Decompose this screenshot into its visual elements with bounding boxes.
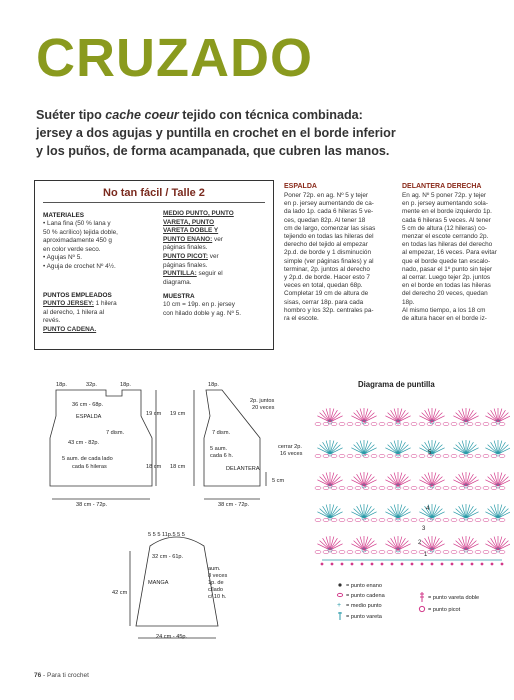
pattern-stitch [451, 563, 454, 566]
delantera-line: Al mismo tiempo, a los 18 cm [402, 306, 486, 314]
pattern-stitch [315, 422, 321, 425]
del-juntos2: 20 veces [252, 405, 275, 411]
pattern-stitch [387, 518, 393, 521]
legend-picot: = punto picot [428, 607, 461, 613]
pattern-stitch [499, 454, 505, 457]
picot-label: PUNTO PICOT: [163, 252, 208, 260]
pattern-stitch [355, 486, 361, 489]
delantera-line: En ag. Nº 5 poner 72p. y tejer [402, 192, 487, 199]
pattern-stitch [339, 486, 345, 489]
pattern-stitch [371, 518, 377, 521]
pattern-stitch [379, 454, 385, 457]
pattern-stitch [371, 486, 377, 489]
intro-italic: cache coeur [105, 108, 179, 122]
pattern-stitch [475, 550, 481, 553]
pattern-stitch [411, 486, 417, 489]
pattern-stitch [459, 422, 465, 425]
pattern-stitch [387, 550, 393, 553]
del-top: 18p. [208, 382, 219, 388]
del-label: DELANTERA [226, 466, 260, 472]
pattern-stitch [403, 486, 409, 489]
page-number: 76 [34, 672, 42, 679]
pattern-stitch [371, 550, 377, 553]
materials-heading: MATERIALES [43, 212, 85, 219]
espalda-line: hombro y los 32p. centrales pa- [284, 306, 374, 314]
pattern-stitch [491, 550, 497, 553]
del-bottom: 38 cm - 72p. [218, 502, 250, 508]
manga-top: 32 cm - 61p. [152, 554, 184, 560]
del-dism: 7 dism. [212, 430, 231, 436]
pattern-stitch [355, 422, 361, 425]
pattern-stitch [419, 518, 425, 521]
pattern-stitch [483, 518, 489, 521]
pattern-stitch [391, 563, 394, 566]
esp-h18-left: 18 cm [146, 464, 162, 470]
manga-aum1: aum. [208, 566, 221, 572]
puntilla-text2: diagrama. [163, 278, 192, 286]
pattern-stitch [421, 563, 424, 566]
delantera-column [402, 182, 510, 323]
picot-text: ver [207, 252, 219, 260]
esp-h19-left: 19 cm [146, 411, 162, 417]
pattern-stitch [419, 486, 425, 489]
pattern-stitch [351, 563, 354, 566]
espalda-line: 2p.d. de borde y 1 disminución [284, 249, 372, 257]
pattern-stitch [323, 550, 329, 553]
pattern-stitch [459, 454, 465, 457]
materials-section [43, 211, 151, 272]
manga-aum2: 8 veces [208, 573, 228, 579]
legend-cadena: = punto cadena [346, 593, 385, 599]
medio-label: MEDIO PUNTO, PUNTO [163, 210, 234, 217]
pattern-stitch [361, 563, 364, 566]
pattern-stitch [387, 486, 393, 489]
espalda-line: veces en total, quedan 68p. [284, 282, 363, 290]
delantera-line: del derecho 20 veces, quedan [402, 290, 488, 298]
pattern-stitch [411, 563, 414, 566]
pattern-stitch [491, 518, 497, 521]
espalda-line: ra el escote. [284, 315, 319, 323]
footer-text: - Para ti crochet [41, 672, 89, 679]
espalda-line: Poner 72p. en ag. Nº 5 y tejer [284, 192, 369, 199]
intro-line2: jersey a dos agujas y puntilla en crochet en el borde inferior [36, 126, 396, 140]
manga-top-counts: 5 5 5 11p.5 5 5 [148, 532, 185, 538]
points-right-section [163, 210, 271, 319]
pattern-stitch [491, 422, 497, 425]
del-cerrar1: cerrar 2p. [278, 444, 302, 450]
pattern-stitch [451, 518, 457, 521]
pattern-stitch [459, 518, 465, 521]
pattern-stitch [451, 422, 457, 425]
pattern-stitch [355, 454, 361, 457]
pattern-stitch [331, 486, 337, 489]
vareta-label: VARETA, PUNTO [163, 218, 215, 226]
materials-item: • Lana fina (50 % lana y [43, 220, 111, 227]
espalda-line: sisas, cerrar 18p. para cada [284, 298, 364, 306]
manga-bottom: 24 cm - 45p. [156, 634, 188, 640]
delantera-line: en todas las hileras del derecho [402, 241, 493, 249]
pattern-stitch [491, 563, 494, 566]
espalda-line: en p. jersey aumentando de ca- [284, 200, 374, 208]
pattern-stitch [331, 518, 337, 521]
espalda-line: cm de largo, comenzar las sisas [284, 224, 376, 232]
intro-part2: tejido con técnica combinada: [178, 108, 363, 122]
del-juntos1: 2p. juntos [250, 398, 275, 404]
puntilla-pattern [315, 408, 510, 565]
pattern-stitch [315, 518, 321, 521]
espalda-text [284, 192, 394, 323]
delantera-line: nado, pasar el 1º punto sin tejer [402, 265, 493, 273]
picot-icon [419, 606, 424, 611]
legend [334, 580, 510, 636]
muestra-heading: MUESTRA [163, 293, 195, 301]
enano-icon [338, 583, 341, 586]
pattern-stitch [387, 454, 393, 457]
delantera-line: que el borde quede tan escalo- [402, 257, 491, 265]
puntilla-num2: 2 [418, 540, 422, 546]
pattern-stitch [481, 563, 484, 566]
pattern-stitch [403, 422, 409, 425]
pattern-stitch [381, 563, 384, 566]
pattern-stitch [411, 454, 417, 457]
pattern-stitch [467, 422, 473, 425]
pattern-stitch [379, 422, 385, 425]
pattern-stitch [355, 518, 361, 521]
esp-h19-right: 19 cm [170, 411, 186, 417]
pattern-stitch [443, 422, 449, 425]
esp-aum1: 5 aum. de cada lado [62, 456, 113, 462]
materials-item: aproximadamente 450 g [43, 237, 112, 245]
pattern-stitch [341, 563, 344, 566]
points-heading: PUNTOS EMPLEADOS [43, 292, 112, 299]
puntilla-label: PUNTILLA: [163, 270, 197, 278]
pattern-stitch [371, 422, 377, 425]
espalda-line: da lado 1p. cada 6 hileras 5 ve- [284, 208, 374, 216]
delantera-heading: DELANTERA DERECHA [402, 183, 482, 190]
espalda-line: tejiendo en todas las hileras del [284, 233, 374, 241]
pattern-stitch [339, 550, 345, 553]
legend-enano: = punto enano [346, 583, 382, 589]
pattern-stitch [419, 422, 425, 425]
pattern-stitch [331, 454, 337, 457]
intro-part1: Suéter tipo [36, 108, 106, 122]
manga-aum4: c/lado [208, 587, 223, 593]
espalda-line: simple (ver páginas finales) y al [284, 257, 374, 265]
pattern-stitch [475, 486, 481, 489]
pattern-stitch [475, 518, 481, 521]
esp-top-left: 18p. [56, 382, 67, 388]
pattern-stitch [431, 563, 434, 566]
pattern-stitch [321, 563, 324, 566]
delantera-line: 5 cm de altura (12 hileras) co- [402, 224, 487, 232]
pattern-stitch [331, 422, 337, 425]
espalda-line: Completar 19 cm de altura de [284, 290, 369, 298]
manga-label: MANGA [148, 580, 169, 586]
page-title: CRUZADO [36, 28, 313, 88]
delantera-text [402, 192, 510, 323]
materials-list [43, 220, 151, 272]
schematics-diagram [28, 376, 310, 651]
pattern-stitch [461, 563, 464, 566]
pattern-stitch [435, 486, 441, 489]
pattern-stitch [467, 550, 473, 553]
pattern-stitch [339, 454, 345, 457]
puntilla-title: Diagrama de puntilla [358, 380, 435, 389]
del-cerrar2: 16 veces [280, 451, 303, 457]
materials-item: • Aguja de crochet Nº 4½. [43, 262, 116, 270]
pattern-stitch [501, 563, 504, 566]
pattern-stitch [451, 550, 457, 553]
header-divider [43, 202, 265, 203]
espalda-line: y 2p.d. de borde. Hacer esto 7 [284, 274, 370, 282]
del-aum2: cada 6 h. [210, 453, 234, 459]
pattern-stitch [499, 550, 505, 553]
delantera-line: cada 6 hileras 5 veces. Al tener [402, 216, 491, 224]
pattern-stitch [419, 454, 425, 457]
difficulty-header: No tan fácil / Talle 2 [103, 187, 205, 199]
espalda-column [284, 182, 394, 323]
pattern-stitch [441, 563, 444, 566]
muestra-text2: con hilado doble y ag. Nº 5. [163, 309, 242, 317]
esp-aum2: cada 6 hileras [72, 464, 107, 470]
espalda-line: derecho del tejido al empezar [284, 241, 368, 249]
del-aum1: 5 aum. [210, 446, 228, 452]
pattern-stitch [499, 518, 505, 521]
pattern-stitch [347, 518, 353, 521]
pattern-stitch [379, 518, 385, 521]
pattern-stitch [347, 486, 353, 489]
pattern-stitch [339, 422, 345, 425]
pattern-stitch [323, 518, 329, 521]
info-box [34, 180, 274, 350]
pattern-stitch [403, 550, 409, 553]
pattern-stitch [475, 422, 481, 425]
page-footer [34, 672, 89, 679]
picot-text2: páginas finales. [163, 261, 208, 269]
delantera-line: al cerrar. Luego tejer 2p. juntos [402, 274, 491, 282]
pattern-stitch [371, 454, 377, 457]
pattern-stitch [475, 454, 481, 457]
delantera-line: menzar el escote cerrando 2p. [402, 233, 489, 241]
esp-width-43: 43 cm - 82p. [68, 440, 100, 446]
intro-paragraph [36, 106, 496, 160]
vareta-doble-label: VARETA DOBLE Y [163, 227, 219, 235]
pattern-stitch [483, 422, 489, 425]
delantera-line: al empezar, 16 veces. Para evitar [402, 249, 497, 257]
pattern-stitch [379, 550, 385, 553]
legend-medio: = medio punto [346, 603, 382, 609]
cadena-icon [337, 593, 342, 596]
manga-h42: 42 cm [112, 590, 128, 596]
pattern-stitch [401, 563, 404, 566]
manga-aum5: c/ 10 h. [208, 594, 227, 600]
pattern-stitch [499, 422, 505, 425]
delantera-line: mente en el borde izquierdo 1p. [402, 208, 492, 216]
legend-vareta: = punto vareta [346, 614, 382, 620]
delantera-line: en p. jersey aumentando sola- [402, 200, 488, 208]
delantera-line: en el borde en todas las hileras [402, 282, 491, 290]
pattern-stitch [371, 563, 374, 566]
pattern-stitch [467, 486, 473, 489]
delantera-line: 18p. [402, 298, 415, 306]
esp-width-36: 36 cm - 68p. [72, 402, 104, 408]
pattern-stitch [411, 518, 417, 521]
espalda-line: terminar, 2p. juntos al derecho [284, 265, 370, 273]
puntilla-num5: 5 [428, 450, 432, 456]
pattern-stitch [323, 454, 329, 457]
pattern-stitch [403, 454, 409, 457]
pattern-stitch [347, 422, 353, 425]
pattern-stitch [451, 454, 457, 457]
pattern-stitch [483, 454, 489, 457]
pattern-stitch [411, 550, 417, 553]
pattern-stitch [331, 550, 337, 553]
jersey-label: PUNTO JERSEY: [43, 300, 94, 307]
pattern-stitch [347, 454, 353, 457]
jersey-text3: revés. [43, 317, 61, 325]
puntilla-num4: 4 [426, 506, 430, 512]
puntilla-chart [314, 394, 510, 570]
pattern-stitch [483, 486, 489, 489]
pattern-stitch [411, 422, 417, 425]
manga-aum3: 1p. de [208, 580, 224, 586]
puntilla-num1: 1 [424, 552, 428, 558]
jersey-text2: al derecho, 1 hilera al [43, 308, 105, 316]
esp-dism: 7 dism. [106, 430, 125, 436]
pattern-stitch [467, 454, 473, 457]
enano-label: PUNTO ENANO: [163, 235, 213, 243]
materials-item: 50 % acrílico) tejida doble, [43, 228, 118, 236]
intro-line3: y los puños, de forma acampanada, que cubren las manos. [36, 144, 390, 158]
esp-bottom: 38 cm - 72p. [76, 502, 108, 508]
medio-icon: + [337, 602, 342, 609]
del-h5: 5 cm [272, 478, 285, 484]
points-section [43, 291, 155, 334]
enano-text2: páginas finales. [163, 244, 208, 252]
pattern-stitch [459, 550, 465, 553]
pattern-stitch [379, 486, 385, 489]
pattern-stitch [483, 550, 489, 553]
pattern-stitch [491, 486, 497, 489]
espalda-line: ces, quedan 82p. Al tener 18 [284, 216, 366, 224]
esp-h18-right: 18 cm [170, 464, 186, 470]
pattern-stitch [323, 486, 329, 489]
pattern-stitch [443, 454, 449, 457]
esp-top-right: 18p. [120, 382, 131, 388]
delantera-line: de altura hacer en el borde iz- [402, 315, 487, 323]
materials-item: en color verde seco. [43, 245, 101, 253]
esp-label: ESPALDA [76, 414, 102, 420]
pattern-stitch [323, 422, 329, 425]
legend-vareta-doble: = punto vareta doble [428, 595, 480, 601]
pattern-stitch [471, 563, 474, 566]
pattern-stitch [339, 518, 345, 521]
pattern-stitch [467, 518, 473, 521]
pattern-stitch [443, 518, 449, 521]
pattern-stitch [491, 454, 497, 457]
espalda-heading: ESPALDA [284, 183, 317, 190]
pattern-stitch [459, 486, 465, 489]
pattern-stitch [347, 550, 353, 553]
pattern-stitch [435, 518, 441, 521]
esp-top-mid: 32p. [86, 382, 97, 388]
pattern-stitch [315, 454, 321, 457]
pattern-stitch [499, 486, 505, 489]
puntilla-text: seguir el [196, 270, 223, 278]
pattern-stitch [435, 454, 441, 457]
pattern-stitch [435, 550, 441, 553]
pattern-stitch [331, 563, 334, 566]
pattern-stitch [403, 518, 409, 521]
muestra-text1: 10 cm = 19p. en p. jersey [163, 301, 235, 309]
pattern-stitch [443, 486, 449, 489]
pattern-stitch [443, 550, 449, 553]
materials-item: • Agujas Nº 5. [43, 254, 83, 262]
enano-text: ver [212, 235, 223, 243]
jersey-text1: 1 hilera [93, 300, 117, 307]
cadena-label: PUNTO CADENA. [43, 325, 97, 333]
puntilla-num3: 3 [422, 526, 426, 532]
pattern-stitch [451, 486, 457, 489]
pattern-stitch [435, 422, 441, 425]
pattern-stitch [315, 550, 321, 553]
pattern-stitch [387, 422, 393, 425]
pattern-stitch [355, 550, 361, 553]
pattern-stitch [315, 486, 321, 489]
